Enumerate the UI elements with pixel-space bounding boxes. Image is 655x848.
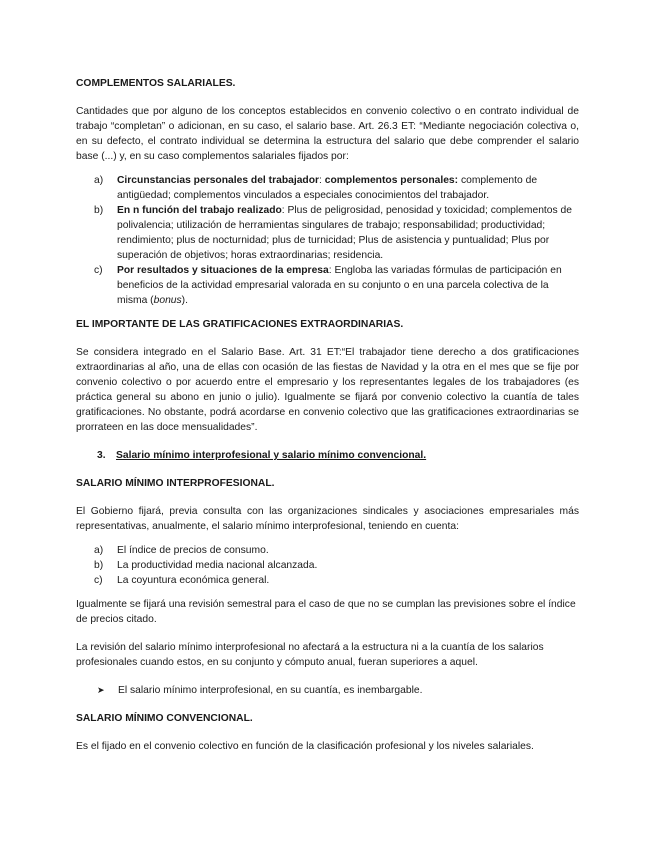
- item-text: : Plus de peligrosidad, penosidad y toxicidad; complementos de polivalencia; utilización de herramientas singulares de trabajo; responsabilidad; productividad; rendimiento; plus de nocturnidad; plus de turnicidad; Plus de asistencia y puntualidad; Plus por superación de objetivos; horas extraordinarias; residencia.: [117, 205, 572, 261]
- section-heading-gratificaciones: EL IMPORTANTE DE LAS GRATIFICACIONES EXTRAORDINARIAS.: [76, 319, 404, 330]
- list-marker: b): [94, 205, 104, 216]
- section-heading-complementos: COMPLEMENTOS SALARIALES.: [76, 78, 236, 89]
- list-smi-criteria: [76, 543, 579, 588]
- arrowhead-bullet-icon: ➤: [97, 685, 105, 695]
- item-text: : Engloba las variadas fórmulas de participación en beneficios de la actividad empresarial valorada en su conjunto o en una parcela colectiva de la misma (: [117, 265, 562, 306]
- item-term: En n función del trabajo realizado: [117, 205, 282, 216]
- list-item: [76, 173, 579, 203]
- paragraph-gratificaciones: Se considera integrado en el Salario Base. Art. 31 ET:“El trabajador tiene derecho a dos gratificaciones extraordinarias al año, una de ellas con ocasión de las fiestas de Navidad y la otra en el mes que se fije por convenio colectivo o por acuerdo entre el empresario y los representantes legales de los trabajadores (es práctica general su abono en junio o julio). Igualmente se fijará por convenio colectivo la cuantía de tales gratificaciones. No obstante, podrá acordarse en convenio colectivo que las gratificaciones extraordinarias se prorrateen en las doce mensualidades”.: [76, 347, 579, 433]
- list-marker: c): [94, 575, 103, 586]
- list-marker: a): [94, 545, 104, 556]
- item-term: Por resultados y situaciones de la empresa: [117, 265, 329, 276]
- item-text: La productividad media nacional alcanzada.: [117, 560, 318, 571]
- item-text: El índice de precios de consumo.: [117, 545, 269, 556]
- list-marker: b): [94, 560, 104, 571]
- list-complementos: [76, 173, 579, 308]
- list-item: [76, 573, 579, 588]
- list-item: [76, 203, 579, 263]
- list-marker: a): [94, 175, 104, 186]
- list-marker: c): [94, 265, 103, 276]
- item-term: Circunstancias personales del trabajador: [117, 175, 320, 186]
- paragraph-smi-intro: El Gobierno fijará, previa consulta con las organizaciones sindicales y asociaciones empresariales más representativas, anualmente, el salario mínimo interprofesional, teniendo en cuenta:: [76, 506, 579, 532]
- item-tail: ).: [181, 295, 188, 306]
- bullet-item: [76, 683, 579, 698]
- list-item: [76, 558, 579, 573]
- paragraph-smi-revision-semestral: Igualmente se fijará una revisión semestral para el caso de que no se cumplan las previsiones sobre el índice de precios citado.: [76, 599, 576, 625]
- section-heading-smi: SALARIO MÍNIMO INTERPROFESIONAL.: [76, 478, 275, 489]
- item-text: La coyuntura económica general.: [117, 575, 270, 586]
- paragraph-smi-revision: La revisión del salario mínimo interprofesional no afectará a la estructura ni a la cuantía de los salarios profesionales cuando estos, en su conjunto y cómputo anual, fueran superiores a aquel.: [76, 642, 544, 668]
- paragraph-convencional: Es el fijado en el convenio colectivo en función de la clasificación profesional y los niveles salariales.: [76, 741, 534, 752]
- heading-text: Salario mínimo interprofesional y salario mínimo convencional.: [116, 450, 427, 461]
- bullet-text: El salario mínimo interprofesional, en su cuantía, es inembargable.: [118, 685, 423, 696]
- list-item: [76, 263, 579, 308]
- item-text: complemento de antigüedad; complementos vinculados a especiales conocimientos del trabajador.: [117, 175, 538, 201]
- list-item: [76, 543, 579, 558]
- heading-number: 3.: [97, 450, 106, 461]
- section-heading-convencional: SALARIO MÍNIMO CONVENCIONAL.: [76, 713, 253, 724]
- item-italic: bonus: [153, 295, 182, 306]
- item-subterm: complementos personales:: [324, 175, 459, 186]
- numbered-heading: [76, 448, 579, 463]
- item-separator: :: [319, 175, 325, 186]
- paragraph-complementos-intro: Cantidades que por alguno de los conceptos establecidos en convenio colectivo o en contrato individual de trabajo “completan” o adicionan, en su caso, el salario base. Art. 26.3 ET: “Mediante negociación colectiva o, en su defecto, el contrato individual se determina la estructura del salario que debe comprender el salario base (...) y, en su caso complementos salariales fijados por:: [76, 106, 579, 162]
